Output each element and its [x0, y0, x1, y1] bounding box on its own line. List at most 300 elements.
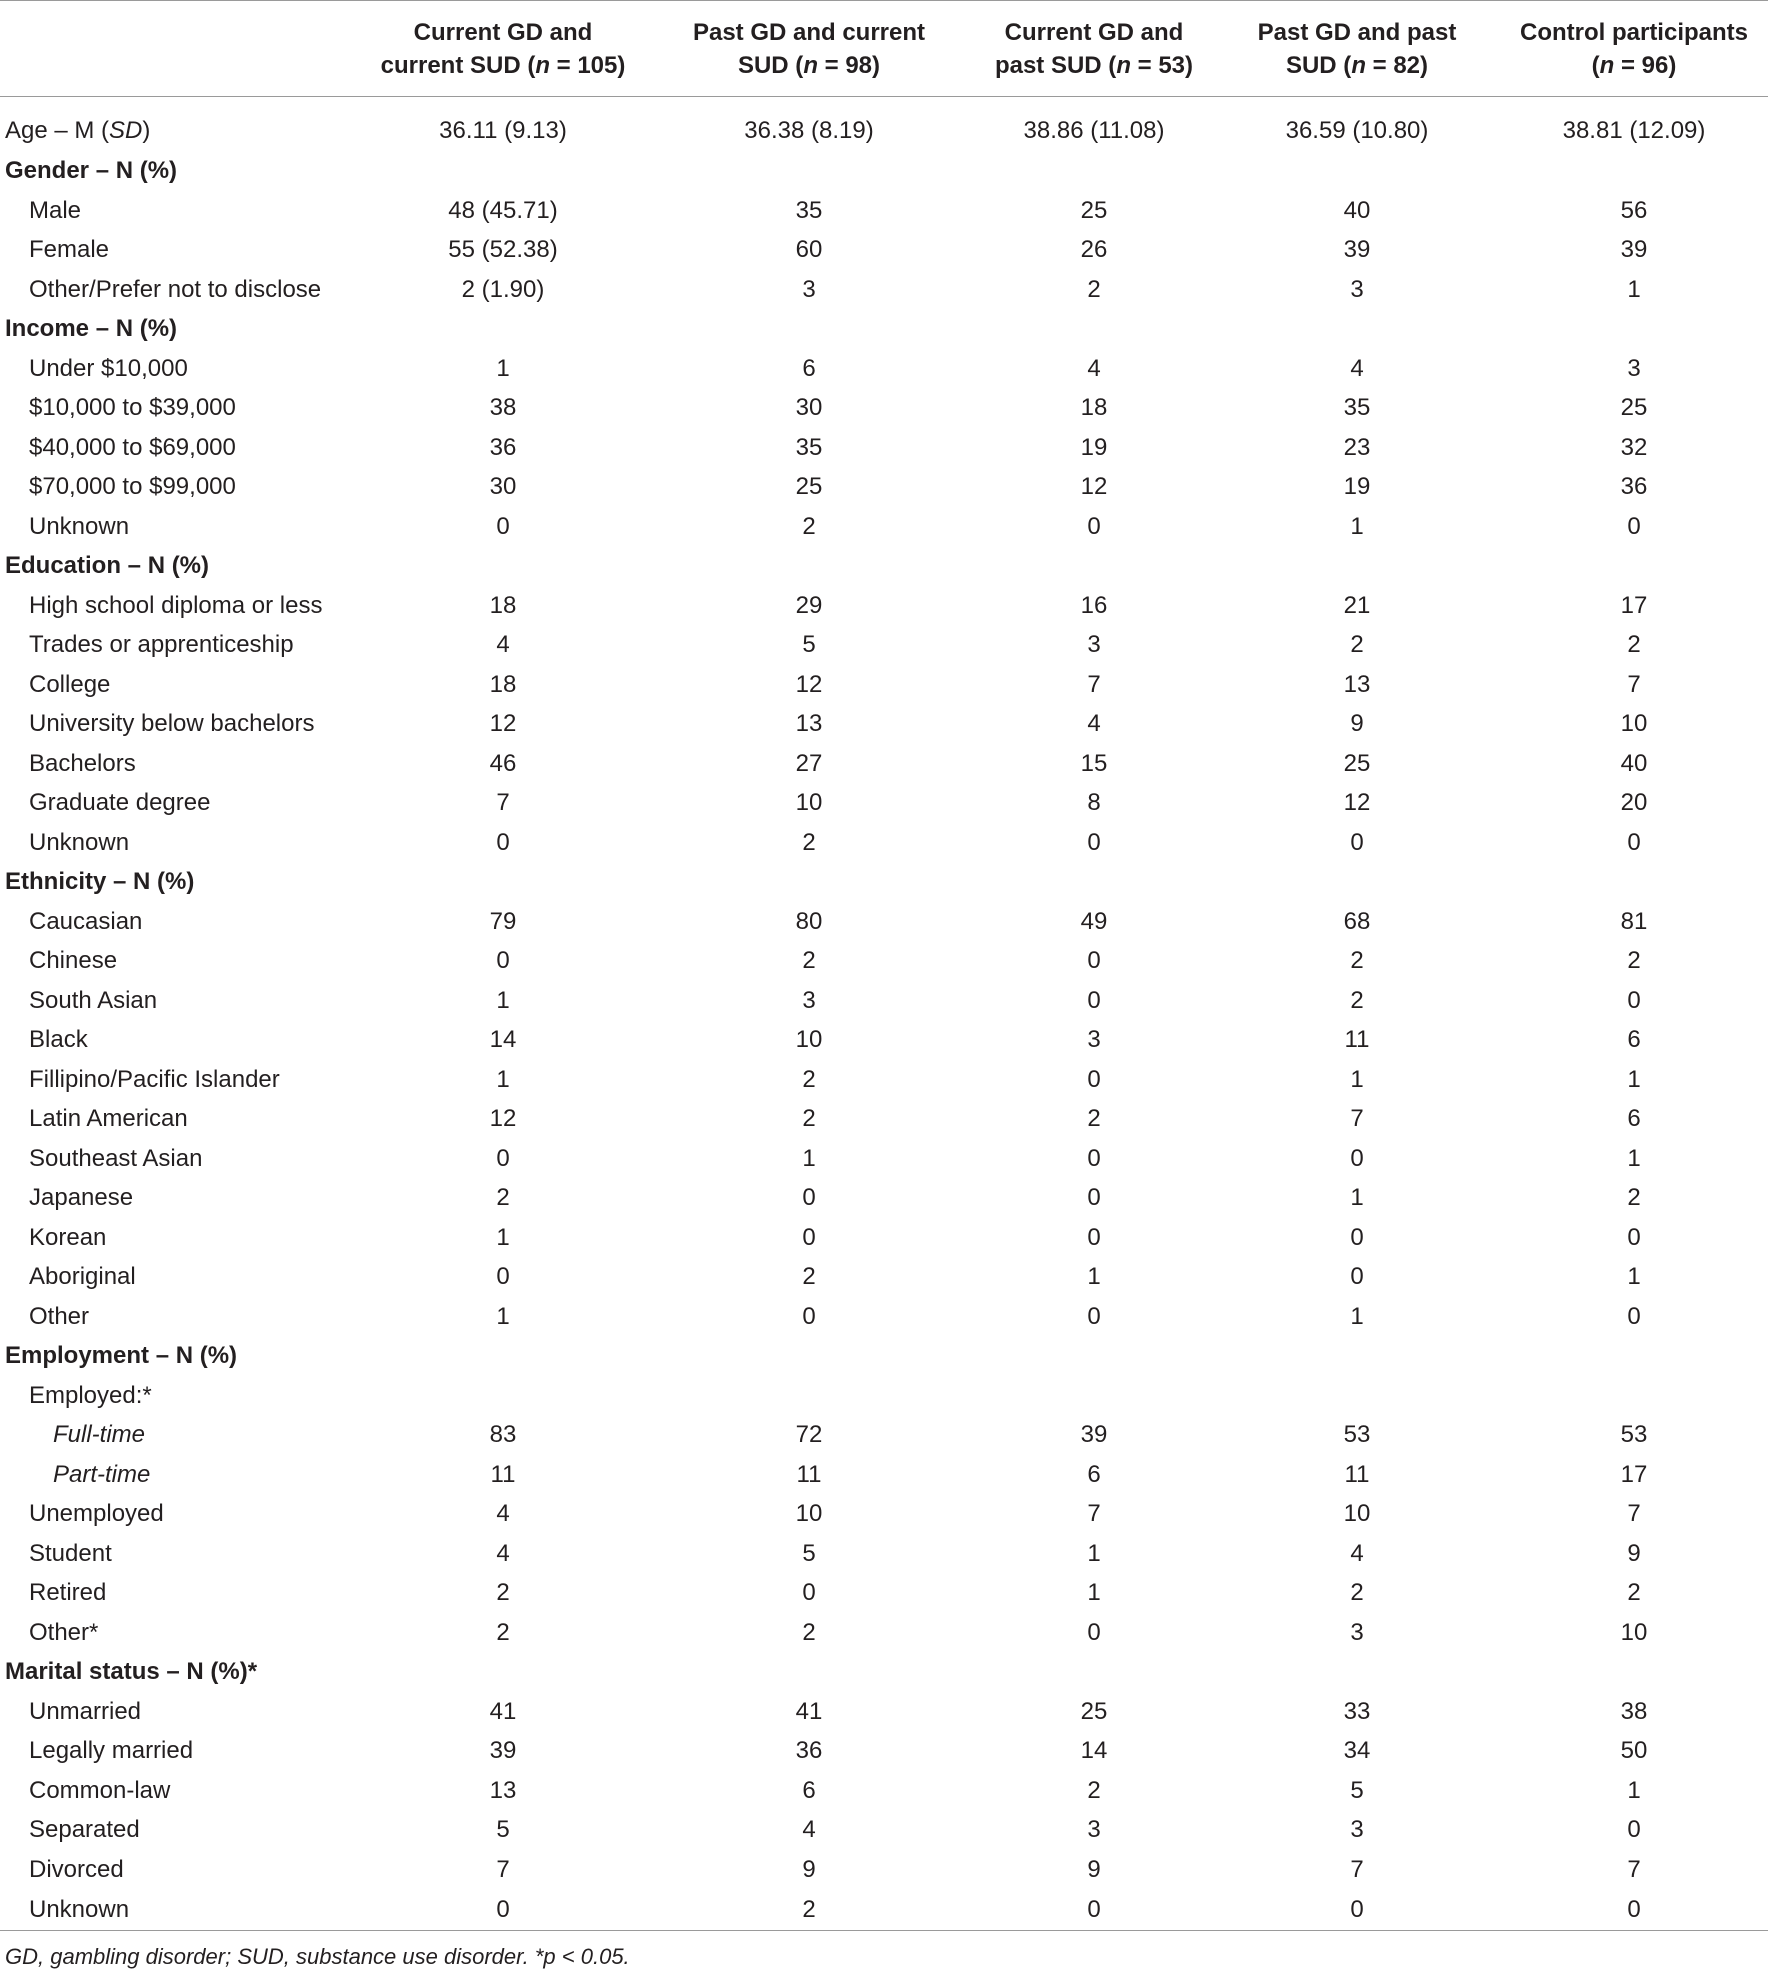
table-cell: 32 [1620, 433, 1648, 461]
table-row [0, 1258, 1768, 1298]
table-cell: 5 [1350, 1776, 1364, 1804]
table-cell: 7 [496, 1855, 510, 1883]
table-cell [974, 1653, 1214, 1693]
table-row [0, 1297, 1768, 1337]
table-row [0, 1139, 1768, 1179]
table-cell: 4 [1087, 354, 1101, 382]
table-cell: 2 [1350, 986, 1364, 1014]
table-cell [974, 863, 1214, 903]
table-cell: 12 [1080, 473, 1108, 501]
table-cell: 0 [1350, 1223, 1364, 1251]
table-cell: 25 [1080, 1697, 1108, 1725]
table-cell: 13 [489, 1776, 517, 1804]
table-cell [362, 1376, 644, 1416]
table-cell: 0 [1087, 1223, 1101, 1251]
table-cell [644, 1376, 974, 1416]
table-cell: 0 [1350, 1144, 1364, 1172]
table-cell: 30 [489, 473, 517, 501]
table-cell: 13 [1343, 670, 1371, 698]
table-cell: 33 [1343, 1697, 1371, 1725]
table-cell: 5 [802, 631, 816, 659]
table-cell [1500, 1653, 1768, 1693]
row-label: Student [29, 1539, 112, 1567]
table-cell: 1 [1087, 1579, 1101, 1607]
table-cell: 3 [802, 275, 816, 303]
column-header-n-symbol: n [803, 51, 818, 79]
table-cell: 3 [1350, 275, 1364, 303]
table-cell: 80 [795, 907, 823, 935]
table-cell: 0 [1087, 1302, 1101, 1330]
table-cell: 0 [496, 512, 510, 540]
table-cell: 1 [496, 1223, 510, 1251]
header-row [0, 1, 1768, 97]
table-cell: 3 [1350, 1618, 1364, 1646]
row-label: Part-time [53, 1460, 151, 1488]
row-label: Black [29, 1026, 88, 1054]
table-cell [644, 1337, 974, 1377]
table-cell: 0 [1087, 828, 1101, 856]
table-cell: 18 [489, 591, 517, 619]
table-cell: 2 [1627, 631, 1641, 659]
table-cell: 72 [795, 1421, 823, 1449]
table-cell: 10 [1620, 710, 1648, 738]
table-row [0, 97, 1768, 152]
table-cell: 81 [1620, 907, 1648, 935]
table-cell: 12 [489, 1105, 517, 1133]
table-cell: 25 [1080, 196, 1108, 224]
row-label: High school diploma or less [29, 591, 323, 619]
table-cell: 0 [1087, 512, 1101, 540]
table-cell: 12 [1343, 789, 1371, 817]
table-cell: 36.38 (8.19) [744, 117, 874, 145]
table-cell: 40 [1343, 196, 1371, 224]
row-label: Aboriginal [29, 1263, 136, 1291]
table-cell: 39 [1343, 236, 1371, 264]
row-label: Employment – N (%) [5, 1342, 238, 1370]
table-cell: 0 [974, 1890, 1214, 1931]
table-row [0, 1179, 1768, 1219]
table-cell: 4 [1087, 710, 1101, 738]
row-label-part: ) [142, 117, 151, 145]
table-cell: 9 [1350, 710, 1364, 738]
table-cell: 1 [1087, 1539, 1101, 1567]
table-cell [1214, 547, 1500, 587]
table-cell: 0 [1627, 828, 1641, 856]
table-cell: 6 [1087, 1460, 1101, 1488]
table-cell: 56 [1620, 196, 1648, 224]
table-row [0, 428, 1768, 468]
table-cell [974, 310, 1214, 350]
table-row [0, 626, 1768, 666]
table-cell: 10 [1343, 1500, 1371, 1528]
table-cell: 53 [1343, 1421, 1371, 1449]
table-cell: 0 [496, 1144, 510, 1172]
table-cell: 11 [490, 1460, 516, 1488]
table-cell [1500, 1376, 1768, 1416]
table-cell: 9 [1087, 1855, 1101, 1883]
table-cell: 7 [1627, 670, 1641, 698]
row-label: Trades or apprenticeship [29, 631, 294, 659]
table-cell: 39 [489, 1737, 517, 1765]
table-cell: 0 [1627, 512, 1641, 540]
section-header-row [0, 152, 1768, 192]
table-cell: 2 [802, 947, 816, 975]
table-cell: 7 [1627, 1855, 1641, 1883]
row-label-italic-part: SD [109, 117, 143, 145]
column-header-n-symbol: n [1599, 51, 1615, 79]
table-cell: 2 [1627, 1579, 1641, 1607]
column-header [362, 1, 644, 97]
table-cell: 0 [1350, 828, 1364, 856]
row-label: Gender – N (%) [5, 157, 178, 185]
column-header [644, 1, 974, 97]
table-cell: 2 [1350, 631, 1364, 659]
row-label: Unemployed [29, 1500, 164, 1528]
column-header-line1: Control participants [1519, 18, 1748, 46]
table-cell: 2 [1350, 1579, 1364, 1607]
table-cell: 2 [1087, 275, 1101, 303]
table-cell: 0 [1087, 986, 1101, 1014]
row-label: Male [29, 196, 82, 224]
section-header-row [0, 863, 1768, 903]
row-label [0, 97, 362, 152]
table-row [0, 981, 1768, 1021]
table-cell: 7 [1087, 670, 1101, 698]
column-header-line1: Past GD and current [692, 18, 926, 46]
table-row [0, 665, 1768, 705]
table-cell: 0 [1087, 947, 1101, 975]
table-cell: 1 [496, 1302, 510, 1330]
table-cell: 4 [496, 631, 510, 659]
table-cell: 2 [496, 1184, 510, 1212]
table-cell: 25 [795, 473, 823, 501]
row-label: Unknown [0, 1890, 362, 1931]
table-cell: 1 [496, 1065, 510, 1093]
table-cell [974, 547, 1214, 587]
row-label: $10,000 to $39,000 [29, 394, 236, 422]
table-cell: 6 [802, 354, 816, 382]
table-cell [362, 863, 644, 903]
row-label: Latin American [29, 1105, 188, 1133]
row-label: Korean [29, 1223, 107, 1251]
row-label: Bachelors [29, 749, 136, 777]
table-cell: 49 [1080, 907, 1108, 935]
row-label: Separated [29, 1816, 140, 1844]
table-cell: 0 [1627, 986, 1641, 1014]
table-cell: 0 [802, 1302, 816, 1330]
table-row [0, 507, 1768, 547]
table-cell: 10 [795, 789, 823, 817]
table-cell: 0 [1087, 1184, 1101, 1212]
column-header-line2: past SUD ( [994, 51, 1117, 79]
table-cell: 2 [1627, 1184, 1641, 1212]
table-cell: 0 [362, 1890, 644, 1931]
column-header-count: = 82) [1365, 51, 1429, 79]
table-cell: 0 [1500, 1890, 1768, 1931]
table-cell: 1 [1627, 1065, 1641, 1093]
row-label: Graduate degree [29, 789, 211, 817]
table-cell: 0 [496, 1263, 510, 1291]
table-cell: 39 [1620, 236, 1648, 264]
table-cell: 2 [1087, 1105, 1101, 1133]
table-row [0, 389, 1768, 429]
table-cell: 0 [1627, 1223, 1641, 1251]
table-row [0, 942, 1768, 982]
table-cell: 83 [489, 1421, 517, 1449]
table-cell: 30 [795, 394, 823, 422]
table-cell: 2 [802, 512, 816, 540]
table-cell: 18 [489, 670, 517, 698]
row-label: Japanese [29, 1184, 134, 1212]
table-cell: 79 [489, 907, 517, 935]
row-label: Caucasian [29, 907, 143, 935]
table-cell [644, 310, 974, 350]
table-row [0, 468, 1768, 508]
table-cell: 2 [644, 1890, 974, 1931]
row-label: Fillipino/Pacific Islander [29, 1065, 280, 1093]
table-cell [362, 1653, 644, 1693]
row-label: College [29, 670, 111, 698]
table-cell: 6 [1627, 1026, 1641, 1054]
table-cell: 0 [1627, 1816, 1641, 1844]
column-header-n-symbol: n [535, 51, 550, 79]
row-label: Education – N (%) [5, 552, 210, 580]
table-cell: 3 [802, 986, 816, 1014]
table-cell [362, 152, 644, 192]
table-cell: 38 [489, 394, 517, 422]
table-cell: 34 [1343, 1737, 1371, 1765]
table-cell: 0 [802, 1223, 816, 1251]
table-cell: 36 [1620, 473, 1648, 501]
table-row [0, 1100, 1768, 1140]
table-cell: 4 [496, 1500, 510, 1528]
table-cell: 4 [1350, 1539, 1364, 1567]
table-row [0, 1416, 1768, 1456]
table-footnote: GD, gambling disorder; SUD, substance use disorder. *p < 0.05. [5, 1944, 630, 1969]
table-row [0, 823, 1768, 863]
column-header-line2: ( [1591, 51, 1600, 79]
column-header [1214, 1, 1500, 97]
row-label: Legally married [29, 1737, 194, 1765]
table-cell: 1 [1627, 1144, 1641, 1172]
table-cell: 3 [1087, 631, 1101, 659]
table-cell: 2 [802, 1618, 816, 1646]
table-cell: 2 [1350, 947, 1364, 975]
table-cell: 36.11 (9.13) [439, 117, 567, 145]
table-cell: 3 [1087, 1026, 1101, 1054]
row-label-part: Age – M ( [5, 117, 110, 145]
table-cell: 1 [1350, 512, 1364, 540]
table-cell: 2 [496, 1579, 510, 1607]
row-label: Female [29, 236, 110, 264]
table-cell: 11 [796, 1460, 822, 1488]
column-header-count: = 98) [817, 51, 881, 79]
table-cell: 25 [1343, 749, 1371, 777]
table-row [0, 270, 1768, 310]
table-cell: 2 [1087, 1776, 1101, 1804]
table-cell: 46 [489, 749, 517, 777]
table-cell: 41 [795, 1697, 823, 1725]
table-cell [1214, 863, 1500, 903]
table-cell: 20 [1620, 789, 1648, 817]
table-cell: 2 [496, 1618, 510, 1646]
table-row [0, 902, 1768, 942]
table-cell: 0 [496, 947, 510, 975]
table-cell: 26 [1080, 236, 1108, 264]
table-row [0, 1534, 1768, 1574]
table-cell: 2 [802, 828, 816, 856]
table-row [0, 705, 1768, 745]
table-cell: 9 [1627, 1539, 1641, 1567]
table-cell: 1 [1627, 1263, 1641, 1291]
table-row [0, 1376, 1768, 1416]
table-cell: 7 [496, 789, 510, 817]
row-label: Employed:* [29, 1381, 152, 1409]
table-cell: 10 [1620, 1618, 1648, 1646]
table-cell: 17 [1620, 591, 1648, 619]
table-row [0, 191, 1768, 231]
table-cell: 16 [1080, 591, 1108, 619]
table-cell: 7 [1350, 1105, 1364, 1133]
table-cell [1500, 863, 1768, 903]
table-cell: 2 [1627, 947, 1641, 975]
table-cell [1214, 152, 1500, 192]
column-header-line2: current SUD ( [380, 51, 536, 79]
table-cell [974, 152, 1214, 192]
row-label: Under $10,000 [29, 354, 188, 382]
column-header [974, 1, 1214, 97]
table-cell: 7 [1350, 1855, 1364, 1883]
table-cell: 9 [802, 1855, 816, 1883]
table-cell: 15 [1080, 749, 1108, 777]
row-label: $70,000 to $99,000 [29, 473, 236, 501]
row-label: $40,000 to $69,000 [29, 433, 236, 461]
table-row [0, 231, 1768, 271]
table-cell: 35 [1343, 394, 1371, 422]
table-cell: 38.86 (11.08) [1023, 117, 1165, 145]
table-cell: 5 [802, 1539, 816, 1567]
table-cell: 8 [1087, 789, 1101, 817]
table-cell: 40 [1620, 749, 1648, 777]
table-body [0, 97, 1768, 1931]
column-header-line2: SUD ( [737, 51, 804, 79]
column-header-line1: Current GD and [413, 18, 593, 46]
table-cell: 0 [496, 828, 510, 856]
table-cell: 1 [1627, 1776, 1641, 1804]
table-cell: 14 [1080, 1737, 1108, 1765]
table-cell: 3 [1627, 354, 1641, 382]
table-cell: 2 [802, 1065, 816, 1093]
row-label: Southeast Asian [29, 1144, 203, 1172]
section-header-row [0, 1653, 1768, 1693]
section-header-row [0, 310, 1768, 350]
table-cell [1214, 1376, 1500, 1416]
table-cell: 2 [802, 1105, 816, 1133]
table-cell: 0 [1087, 1065, 1101, 1093]
table-row [0, 349, 1768, 389]
table-cell: 0 [1087, 1618, 1101, 1646]
table-cell: 19 [1343, 473, 1371, 501]
table-cell: 50 [1620, 1737, 1648, 1765]
table-cell: 21 [1343, 591, 1371, 619]
table-cell: 55 (52.38) [448, 236, 558, 264]
header-corner-cell [0, 1, 362, 97]
row-label: Other* [29, 1618, 99, 1646]
table-cell: 2 (1.90) [461, 275, 545, 303]
row-label: Divorced [29, 1855, 124, 1883]
table-row [0, 1890, 1768, 1931]
table-cell: 1 [1627, 275, 1641, 303]
table-cell [974, 1337, 1214, 1377]
table-cell: 7 [1087, 1500, 1101, 1528]
table-cell: 25 [1620, 394, 1648, 422]
table-cell: 7 [1627, 1500, 1641, 1528]
table-cell: 18 [1080, 394, 1108, 422]
table-cell: 0 [1087, 1144, 1101, 1172]
table-cell: 2 [802, 1263, 816, 1291]
row-label: Marital status – N (%)* [5, 1658, 258, 1686]
column-header [1500, 1, 1768, 97]
table-row [0, 1811, 1768, 1851]
column-header-line2: SUD ( [1285, 51, 1352, 79]
row-label: Ethnicity – N (%) [5, 868, 195, 896]
table-cell: 11 [1344, 1026, 1370, 1054]
table-cell: 10 [795, 1500, 823, 1528]
table-cell: 6 [802, 1776, 816, 1804]
table-cell: 0 [802, 1184, 816, 1212]
table-cell: 10 [795, 1026, 823, 1054]
column-header-count: = 96) [1614, 51, 1677, 79]
table-cell [1500, 1337, 1768, 1377]
column-header-n-symbol: n [1351, 51, 1366, 79]
table-cell: 48 (45.71) [448, 196, 558, 224]
table-row [0, 1613, 1768, 1653]
column-header-n-symbol: n [1116, 51, 1131, 79]
table-cell: 0 [1627, 1302, 1641, 1330]
table-cell: 11 [1344, 1460, 1370, 1488]
row-label: Other/Prefer not to disclose [29, 275, 322, 303]
section-header-row [0, 547, 1768, 587]
table-row [0, 1732, 1768, 1772]
section-header-row [0, 1337, 1768, 1377]
row-label: Unmarried [29, 1697, 142, 1725]
table-cell [644, 1653, 974, 1693]
table-cell: 17 [1620, 1460, 1648, 1488]
table-cell: 1 [1350, 1184, 1364, 1212]
table-cell: 12 [795, 670, 823, 698]
table-cell: 36 [489, 433, 517, 461]
table-cell: 36 [795, 1737, 823, 1765]
table-cell: 19 [1080, 433, 1108, 461]
row-label: Retired [29, 1579, 107, 1607]
table-cell: 0 [1350, 1263, 1364, 1291]
table-cell: 29 [795, 591, 823, 619]
table-cell: 27 [795, 749, 823, 777]
table-cell: 35 [795, 433, 823, 461]
row-label: Unknown [29, 828, 130, 856]
column-header-count: = 53) [1130, 51, 1194, 79]
table-row [0, 1574, 1768, 1614]
table-cell: 68 [1343, 907, 1371, 935]
table-cell: 1 [1087, 1263, 1101, 1291]
table-cell: 38 [1620, 1697, 1648, 1725]
table-cell: 1 [1350, 1065, 1364, 1093]
column-header-line1: Past GD and past [1257, 18, 1457, 46]
table-cell: 1 [1350, 1302, 1364, 1330]
table-row [0, 1218, 1768, 1258]
table-cell: 23 [1343, 433, 1371, 461]
table-row [0, 1455, 1768, 1495]
